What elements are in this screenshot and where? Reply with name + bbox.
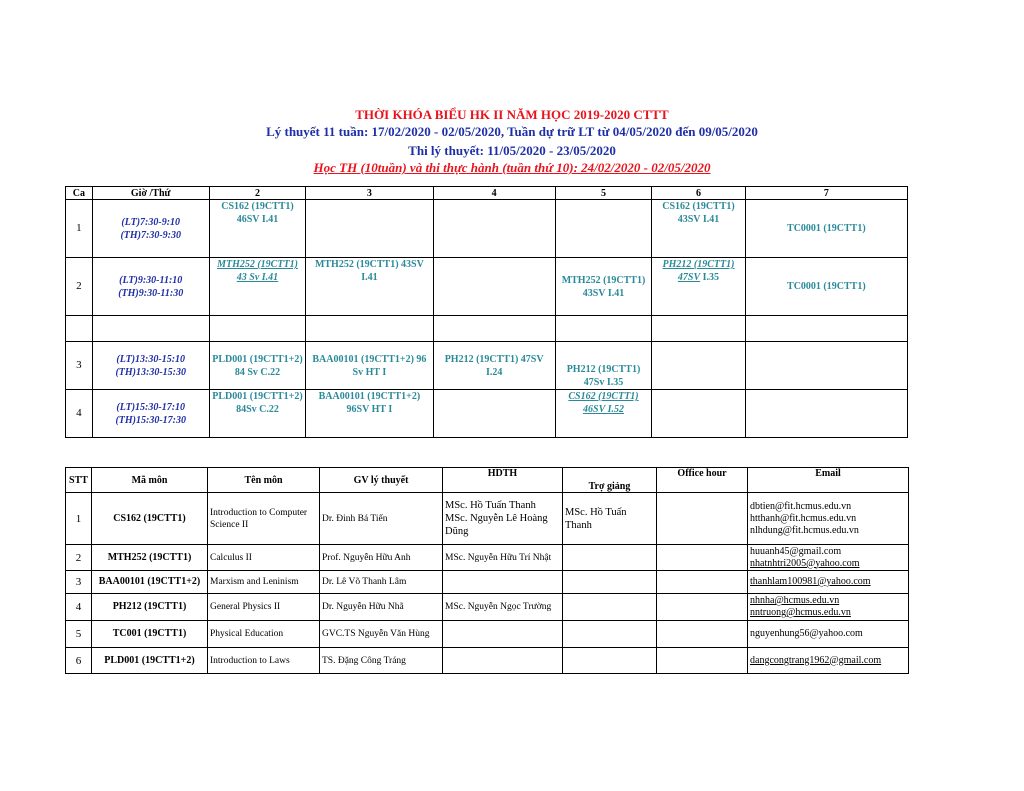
lecturer-cell: Dr. Đinh Bá Tiến — [320, 493, 443, 545]
class-text: PH212 (19CTT1) 47SV — [662, 259, 735, 283]
time-cell — [92, 200, 209, 258]
lab-instructor-cell — [443, 571, 563, 594]
time-th: (TH)15:30-17:30 — [115, 414, 186, 426]
lecturer-cell: TS. Đặng Công Tráng — [320, 648, 443, 674]
schedule-table — [65, 186, 908, 438]
class-cell: PH212 (19CTT1) 47SV I.24 — [433, 342, 555, 390]
lab-instructor-cell: MSc. Nguyễn Ngọc Trường — [443, 594, 563, 621]
office-hour-cell — [657, 545, 748, 571]
course-code-cell: TC001 (19CTT1) — [92, 621, 208, 648]
email-cell — [748, 493, 909, 545]
office-hour-cell — [657, 648, 748, 674]
empty-cell — [555, 200, 652, 258]
email-link[interactable]: htthanh@fit.hcmus.edu.vn — [750, 512, 857, 524]
email-cell — [748, 594, 909, 621]
office-hour-cell — [657, 571, 748, 594]
staff-row — [66, 493, 909, 545]
empty-cell — [652, 342, 745, 390]
empty-cell — [66, 316, 93, 342]
course-code-cell: BAA00101 (19CTT1+2) — [92, 571, 208, 594]
ta-cell — [563, 594, 657, 621]
header-course-name: Tên môn — [208, 468, 320, 493]
document-title: THỜI KHÓA BIỂU HK II NĂM HỌC 2019-2020 CTTT — [355, 107, 669, 122]
stt-cell: 5 — [66, 621, 92, 648]
class-cell: TC0001 (19CTT1) — [745, 200, 907, 258]
empty-cell — [92, 316, 209, 342]
course-name-cell: Calculus II — [208, 545, 320, 571]
header-day-3: 3 — [306, 187, 433, 200]
class-cell: MTH252 (19CTT1) 43SV I.41 — [306, 258, 433, 316]
course-name-cell: Introduction to Computer Science II — [208, 493, 320, 545]
class-cell: CS162 (19CTT1) 46SV I.52 — [555, 390, 652, 438]
class-cell: PLD001 (19CTT1+2) 84Sv C.22 — [209, 390, 306, 438]
staff-header-row — [66, 468, 909, 493]
ca-cell: 1 — [66, 200, 93, 258]
empty-cell — [433, 316, 555, 342]
course-name-cell: General Physics II — [208, 594, 320, 621]
schedule-row-4 — [66, 390, 908, 438]
course-code-cell: PH212 (19CTT1) — [92, 594, 208, 621]
ta-cell — [563, 621, 657, 648]
time-th: (TH)7:30-9:30 — [120, 229, 181, 241]
office-hour-cell — [657, 621, 748, 648]
email-link[interactable]: nntruong@hcmus.edu.vn — [750, 607, 851, 618]
practice-period: Học TH (10tuần) và thi thực hành (tuần thứ 10): 24/02/2020 - 02/05/2020 — [313, 160, 711, 175]
empty-cell — [555, 316, 652, 342]
staff-row — [66, 594, 909, 621]
empty-cell — [433, 200, 555, 258]
header-day-4: 4 — [433, 187, 555, 200]
class-cell: MTH252 (19CTT1) 43SV I.41 — [555, 258, 652, 316]
email-link[interactable]: nlhdung@fit.hcmus.edu.vn — [750, 524, 859, 536]
class-cell: BAA00101 (19CTT1+2) 96SV HT I — [306, 390, 433, 438]
empty-cell — [209, 316, 306, 342]
schedule-row-3 — [66, 342, 908, 390]
office-hour-cell — [657, 493, 748, 545]
email-link[interactable]: nhnha@hcmus.edu.vn — [750, 595, 840, 606]
class-cell: CS162 (19CTT1) 43SV I.41 — [652, 200, 745, 258]
staff-row — [66, 545, 909, 571]
empty-cell — [745, 342, 907, 390]
course-name-cell: Marxism and Leninism — [208, 571, 320, 594]
theory-period: Lý thuyết 11 tuần: 17/02/2020 - 02/05/2020, Tuần dự trữ LT từ 04/05/2020 đến 09/05/2020 — [266, 124, 758, 139]
stt-cell: 4 — [66, 594, 92, 621]
course-name-cell: Introduction to Laws — [208, 648, 320, 674]
lecturer-cell: Dr. Nguyễn Hữu Nhã — [320, 594, 443, 621]
header-course-code: Mã môn — [92, 468, 208, 493]
class-cell: BAA00101 (19CTT1+2) 96 Sv HT I — [306, 342, 433, 390]
class-cell: TC0001 (19CTT1) — [745, 258, 907, 316]
email-link[interactable]: huuanh45@gmail.com — [750, 545, 842, 557]
header-ta: Trợ giảng — [563, 468, 657, 493]
empty-cell — [652, 390, 745, 438]
ta-cell — [563, 545, 657, 571]
class-cell — [652, 258, 745, 316]
time-cell — [92, 390, 209, 438]
schedule-header-row — [66, 187, 908, 200]
class-cell: PLD001 (19CTT1+2) 84 Sv C.22 — [209, 342, 306, 390]
lecturer-cell: Prof. Nguyễn Hữu Anh — [320, 545, 443, 571]
class-cell: MTH252 (19CTT1) 43 Sv I.41 — [209, 258, 306, 316]
header-email: Email — [748, 468, 909, 493]
ta-cell: MSc. Hồ Tuấn Thanh — [563, 493, 657, 545]
ta-cell — [563, 648, 657, 674]
lab-instructor-cell: MSc. Hồ Tuấn Thanh MSc. Nguyễn Lê Hoàng Dũng — [443, 493, 563, 545]
time-lt: (LT)7:30-9:10 — [121, 216, 181, 228]
class-cell: PH212 (19CTT1) 47Sv I.35 — [555, 342, 652, 390]
course-staff-table — [65, 467, 909, 674]
header-lecturer: GV lý thuyết — [320, 468, 443, 493]
email-link[interactable]: thanhlam100981@yahoo.com — [750, 576, 871, 587]
time-th: (TH)9:30-11:30 — [118, 287, 184, 299]
lecturer-cell: GVC.TS Nguyễn Văn Hùng — [320, 621, 443, 648]
empty-cell — [745, 390, 907, 438]
ca-cell: 2 — [66, 258, 93, 316]
course-code-cell: MTH252 (19CTT1) — [92, 545, 208, 571]
header-day-6: 6 — [652, 187, 745, 200]
staff-row — [66, 621, 909, 648]
class-room: I.35 — [700, 272, 720, 283]
empty-cell — [306, 316, 433, 342]
email-cell — [748, 648, 909, 674]
stt-cell: 3 — [66, 571, 92, 594]
time-lt: (LT)15:30-17:10 — [116, 401, 186, 413]
schedule-row-1 — [66, 200, 908, 258]
email-link[interactable]: dbtien@fit.hcmus.edu.vn — [750, 500, 852, 512]
course-code-cell: PLD001 (19CTT1+2) — [92, 648, 208, 674]
schedule-spacer-row — [66, 316, 908, 342]
header-time: Giờ /Thứ — [92, 187, 209, 200]
email-cell — [748, 571, 909, 594]
stt-cell: 1 — [66, 493, 92, 545]
empty-cell — [433, 258, 555, 316]
course-name-cell: Physical Education — [208, 621, 320, 648]
time-cell — [92, 342, 209, 390]
lab-instructor-cell — [443, 621, 563, 648]
ta-cell — [563, 571, 657, 594]
stt-cell: 6 — [66, 648, 92, 674]
header-day-7: 7 — [745, 187, 907, 200]
header-lab-instructor: HDTH — [443, 468, 563, 493]
email-link[interactable]: dangcongtrang1962@gmail.com — [750, 654, 882, 666]
time-lt: (LT)13:30-15:10 — [116, 353, 186, 365]
empty-cell — [745, 316, 907, 342]
header-office-hour: Office hour — [657, 468, 748, 493]
header-day-5: 5 — [555, 187, 652, 200]
staff-row — [66, 571, 909, 594]
stt-cell: 2 — [66, 545, 92, 571]
empty-cell — [652, 316, 745, 342]
time-lt: (LT)9:30-11:10 — [119, 274, 183, 286]
staff-row — [66, 648, 909, 674]
office-hour-cell — [657, 594, 748, 621]
time-cell — [92, 258, 209, 316]
empty-cell — [433, 390, 555, 438]
exam-period: Thi lý thuyết: 11/05/2020 - 23/05/2020 — [408, 143, 616, 158]
time-th: (TH)13:30-15:30 — [115, 366, 186, 378]
email-cell — [748, 545, 909, 571]
header-day-2: 2 — [209, 187, 306, 200]
lab-instructor-cell — [443, 648, 563, 674]
email-link[interactable]: nhatnhtri2005@yahoo.com — [750, 557, 860, 569]
ca-cell: 4 — [66, 390, 93, 438]
email-cell — [748, 621, 909, 648]
course-code-cell: CS162 (19CTT1) — [92, 493, 208, 545]
email-link[interactable]: nguyenhung56@yahoo.com — [750, 628, 863, 639]
lab-instructor-cell: MSc. Nguyễn Hữu Trí Nhật — [443, 545, 563, 571]
ca-cell: 3 — [66, 342, 93, 390]
class-cell: CS162 (19CTT1) 46SV I.41 — [209, 200, 306, 258]
header-stt: STT — [66, 468, 92, 493]
lecturer-cell: Dr. Lê Võ Thanh Lâm — [320, 571, 443, 594]
schedule-row-2 — [66, 258, 908, 316]
header-ca: Ca — [66, 187, 93, 200]
empty-cell — [306, 200, 433, 258]
